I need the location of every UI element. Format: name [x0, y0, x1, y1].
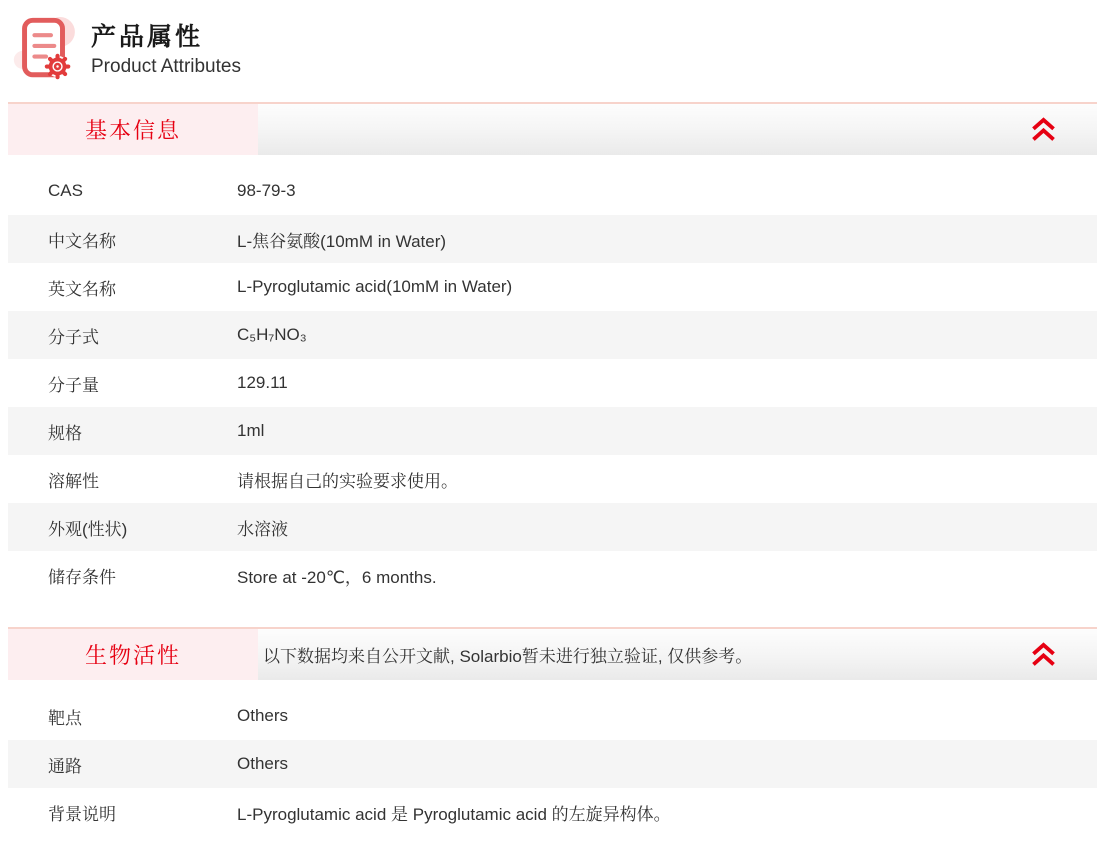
section-header	[8, 627, 1097, 680]
row-label: 储存条件	[48, 567, 116, 587]
section-rows	[8, 692, 1097, 836]
row-value: 1ml	[237, 421, 265, 440]
table-row	[8, 359, 1097, 407]
page-subtitle: Product Attributes	[91, 56, 241, 78]
section-header	[8, 102, 1097, 155]
page-title-block	[13, 12, 1097, 88]
row-value: L-Pyroglutamic acid 是 Pyroglutamic acid 的左旋异构体。	[237, 804, 671, 824]
table-row	[8, 503, 1097, 551]
table-row	[8, 455, 1097, 503]
table-row	[8, 788, 1097, 836]
row-value: Store at -20℃，6 months.	[237, 567, 437, 587]
page-title-texts	[91, 22, 241, 78]
row-value: 请根据自己的实验要求使用。	[237, 471, 458, 491]
row-label: 中文名称	[48, 231, 116, 251]
page-title: 产品属性	[91, 22, 204, 51]
table-row	[8, 551, 1097, 599]
table-row	[8, 263, 1097, 311]
row-label: 英文名称	[48, 279, 116, 299]
double-chevron-up-icon	[1032, 117, 1055, 142]
row-value: L-Pyroglutamic acid(10mM in Water)	[237, 277, 513, 296]
row-label: 分子量	[48, 375, 99, 395]
table-row	[8, 407, 1097, 455]
section-note-bar	[258, 629, 1097, 680]
row-label: 靶点	[48, 708, 82, 728]
sections-container	[8, 102, 1097, 836]
row-label: 通路	[48, 756, 82, 776]
section-title: 基本信息	[8, 104, 258, 155]
row-value: 129.11	[237, 373, 288, 392]
table-row	[8, 740, 1097, 788]
row-label: 分子式	[48, 327, 99, 347]
row-label: 外观(性状)	[48, 519, 128, 539]
row-label: 溶解性	[48, 471, 99, 491]
attribute-section	[8, 627, 1097, 836]
row-value: Others	[237, 706, 289, 725]
row-value: 水溶液	[237, 519, 288, 539]
row-label: 规格	[48, 423, 82, 443]
row-value: L-焦谷氨酸(10mM in Water)	[237, 231, 447, 251]
row-label: CAS	[48, 181, 83, 200]
section-title: 生物活性	[8, 629, 258, 680]
section-note-bar	[258, 104, 1097, 155]
row-label: 背景说明	[48, 804, 116, 824]
collapse-section-button[interactable]	[1031, 642, 1055, 668]
table-row	[8, 692, 1097, 740]
section-rows	[8, 167, 1097, 599]
attribute-section	[8, 102, 1097, 599]
table-row	[8, 167, 1097, 215]
double-chevron-up-icon	[1032, 642, 1055, 667]
section-note: 以下数据均来自公开文献, Solarbio暂未进行独立验证, 仅供参考。	[263, 647, 753, 666]
document-gear-icon	[13, 12, 79, 88]
collapse-section-button[interactable]	[1031, 117, 1055, 143]
table-row	[8, 311, 1097, 359]
row-value: 98-79-3	[237, 181, 296, 200]
table-row	[8, 215, 1097, 263]
row-value: C₅H₇NO₃	[237, 325, 307, 344]
row-value: Others	[237, 754, 289, 773]
